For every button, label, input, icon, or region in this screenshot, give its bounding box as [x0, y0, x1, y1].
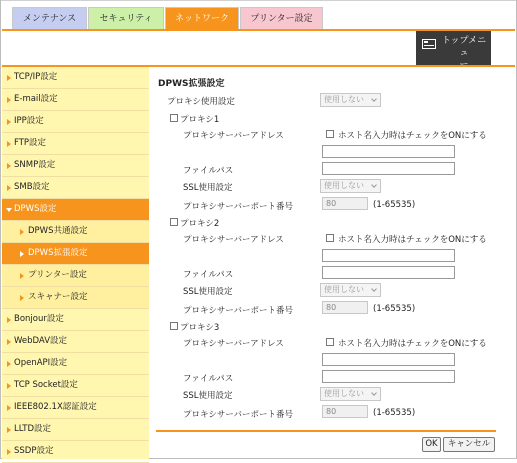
cancel-button[interactable]: キャンセル — [443, 437, 495, 452]
chevron-down-icon — [371, 182, 377, 188]
ok-button[interactable]: OK — [422, 437, 441, 452]
proxy2-ssl-label: SSL使用設定 — [183, 287, 233, 297]
proxy3-ssl-select[interactable]: 使用しない — [320, 387, 381, 401]
sidebar-item-ieee8021x[interactable]: IEEE802.1X認証設定 — [2, 397, 149, 419]
arrow-right-icon — [7, 119, 11, 125]
chevron-down-icon — [371, 286, 377, 292]
sidebar-item-ssdp[interactable]: SSDP設定 — [2, 441, 149, 463]
proxy-use-label: プロキシ使用設定 — [167, 97, 235, 107]
proxy1-filepath-input[interactable] — [322, 162, 455, 175]
sidebar-item-ftp[interactable]: FTP設定 — [2, 133, 149, 155]
arrow-right-icon — [7, 405, 11, 411]
sidebar-item-tcpip[interactable]: TCP/IP設定 — [2, 67, 149, 89]
proxy1-ssl-label: SSL使用設定 — [183, 183, 233, 193]
sidebar-item-ipp[interactable]: IPP設定 — [2, 111, 149, 133]
proxy3-hostname-label: ホスト名入力時はチェックをONにする — [338, 339, 487, 349]
top-menu-icon — [422, 39, 436, 49]
proxy2-server-input[interactable] — [322, 249, 455, 262]
top-menu-button[interactable] — [416, 31, 491, 65]
proxy1-server-input[interactable] — [322, 145, 455, 158]
sidebar-item-tcp-socket[interactable]: TCP Socket設定 — [2, 375, 149, 397]
sidebar-item-openapi[interactable]: OpenAPI設定 — [2, 353, 149, 375]
proxy2-filepath-label: ファイルパス — [183, 270, 234, 280]
sidebar-item-dpws-common[interactable]: DPWS共通設定 — [2, 221, 149, 243]
arrow-right-icon — [7, 141, 11, 147]
proxy3-filepath-input[interactable] — [322, 370, 455, 383]
proxy2-port-range: (1-65535) — [373, 304, 416, 314]
proxy1-server-label: プロキシサーバーアドレス — [183, 131, 284, 141]
sidebar-item-dpws-printer[interactable]: プリンター設定 — [2, 265, 149, 287]
proxy1-hostname-label: ホスト名入力時はチェックをONにする — [338, 131, 487, 141]
sidebar — [2, 67, 149, 459]
proxy1-hostname-checkbox[interactable] — [326, 130, 334, 138]
arrow-right-icon — [7, 383, 11, 389]
footer-divider — [156, 430, 496, 432]
arrow-right-icon — [7, 361, 11, 367]
proxy3-server-label: プロキシサーバーアドレス — [183, 339, 284, 349]
proxy1-ssl-select[interactable]: 使用しない — [320, 179, 381, 193]
sidebar-item-snmp[interactable]: SNMP設定 — [2, 155, 149, 177]
proxy2-label: プロキシ2 — [180, 219, 220, 229]
arrow-right-icon — [20, 251, 24, 257]
proxy3-server-input[interactable] — [322, 353, 455, 366]
arrow-right-icon — [20, 273, 24, 279]
proxy1-label: プロキシ1 — [180, 115, 220, 125]
proxy-use-select[interactable]: 使用しない — [320, 93, 381, 107]
sidebar-item-dpws[interactable]: DPWS設定 — [2, 199, 149, 221]
sidebar-item-webdav[interactable]: WebDAV設定 — [2, 331, 149, 353]
proxy3-filepath-label: ファイルパス — [183, 374, 234, 384]
proxy2-server-label: プロキシサーバーアドレス — [183, 235, 284, 245]
chevron-down-icon — [371, 96, 377, 102]
arrow-right-icon — [7, 317, 11, 323]
top-tabs — [12, 7, 324, 29]
proxy1-port-label: プロキシサーバーポート番号 — [183, 202, 293, 212]
proxy3-port-input[interactable]: 80 — [322, 405, 368, 418]
tab-maintenance[interactable]: メンテナンス — [12, 7, 87, 29]
proxy3-label: プロキシ3 — [180, 323, 220, 333]
sidebar-item-bonjour[interactable]: Bonjour設定 — [2, 309, 149, 331]
proxy3-checkbox[interactable] — [170, 322, 178, 330]
proxy1-checkbox[interactable] — [170, 114, 178, 122]
arrow-right-icon — [7, 449, 11, 455]
proxy2-port-input[interactable]: 80 — [322, 301, 368, 314]
arrow-right-icon — [7, 185, 11, 191]
proxy2-hostname-checkbox[interactable] — [326, 234, 334, 242]
top-menu-label-line1: トップメニュ — [441, 36, 487, 58]
arrow-right-icon — [7, 427, 11, 433]
proxy2-checkbox[interactable] — [170, 218, 178, 226]
sidebar-item-email[interactable]: E-mail設定 — [2, 89, 149, 111]
proxy1-port-range: (1-65535) — [373, 200, 416, 210]
proxy3-hostname-checkbox[interactable] — [326, 338, 334, 346]
arrow-right-icon — [20, 229, 24, 235]
arrow-right-icon — [20, 295, 24, 301]
chevron-down-icon — [371, 390, 377, 396]
arrow-right-icon — [7, 75, 11, 81]
proxy3-port-label: プロキシサーバーポート番号 — [183, 410, 293, 420]
sidebar-item-dpws-scanner[interactable]: スキャナー設定 — [2, 287, 149, 309]
main-panel — [149, 67, 515, 458]
sidebar-item-lltd[interactable]: LLTD設定 — [2, 419, 149, 441]
proxy2-ssl-select[interactable]: 使用しない — [320, 283, 381, 297]
arrow-right-icon — [7, 339, 11, 345]
page-title: DPWS拡張設定 — [158, 79, 225, 89]
tab-security[interactable]: セキュリティ — [88, 7, 164, 29]
proxy2-hostname-label: ホスト名入力時はチェックをONにする — [338, 235, 487, 245]
sidebar-item-smb[interactable]: SMB設定 — [2, 177, 149, 199]
proxy3-ssl-label: SSL使用設定 — [183, 391, 233, 401]
proxy2-port-label: プロキシサーバーポート番号 — [183, 306, 293, 316]
arrow-right-icon — [7, 163, 11, 169]
sidebar-item-dpws-extended[interactable]: DPWS拡張設定 — [2, 243, 149, 265]
tab-network[interactable]: ネットワーク — [165, 7, 239, 29]
proxy2-filepath-input[interactable] — [322, 266, 455, 279]
proxy1-filepath-label: ファイルパス — [183, 166, 234, 176]
proxy3-port-range: (1-65535) — [373, 408, 416, 418]
arrow-right-icon — [7, 97, 11, 103]
arrow-down-icon — [6, 208, 12, 212]
tab-printer-settings[interactable]: プリンター設定 — [240, 7, 323, 29]
proxy1-port-input[interactable]: 80 — [322, 197, 368, 210]
